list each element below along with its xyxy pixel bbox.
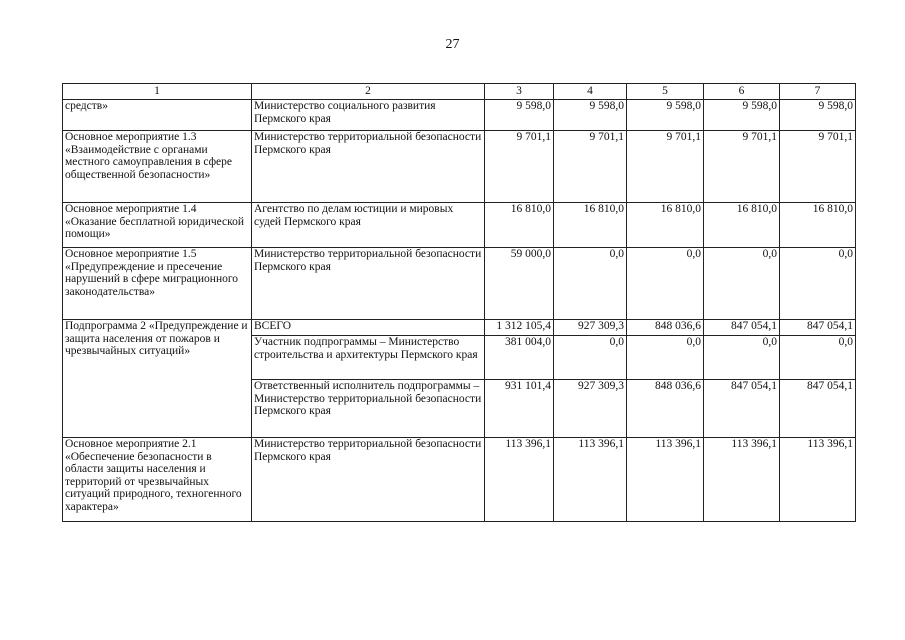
value-cell: 381 004,0 <box>485 336 554 380</box>
event-cell: Основное мероприятие 1.5 «Предупреждение и пресечение нарушений в сфере миграционного законодательства» <box>63 248 252 320</box>
column-header: 6 <box>704 84 780 100</box>
table-row <box>63 131 856 203</box>
value-cell: 16 810,0 <box>780 203 856 248</box>
value-cell: 113 396,1 <box>780 438 856 522</box>
event-cell: Основное мероприятие 1.3 «Взаимодействие с органами местного самоуправления в сфере общественной безопасности» <box>63 131 252 203</box>
value-cell: 0,0 <box>780 336 856 380</box>
value-cell: 113 396,1 <box>554 438 627 522</box>
column-header: 1 <box>63 84 252 100</box>
table-row <box>63 100 856 131</box>
value-cell: 0,0 <box>554 336 627 380</box>
agency-cell: Ответственный исполнитель подпрограммы – Министерство территориальной безопасности Пермского края <box>252 380 485 438</box>
agency-cell: Министерство территориальной безопасности Пермского края <box>252 438 485 522</box>
value-cell: 848 036,6 <box>627 320 704 336</box>
value-cell: 9 598,0 <box>704 100 780 131</box>
event-cell: Основное мероприятие 1.4 «Оказание бесплатной юридической помощи» <box>63 203 252 248</box>
value-cell: 16 810,0 <box>554 203 627 248</box>
value-cell: 113 396,1 <box>704 438 780 522</box>
column-header: 3 <box>485 84 554 100</box>
value-cell: 113 396,1 <box>485 438 554 522</box>
column-header: 7 <box>780 84 856 100</box>
value-cell: 113 396,1 <box>627 438 704 522</box>
value-cell: 9 701,1 <box>780 131 856 203</box>
value-cell: 927 309,3 <box>554 320 627 336</box>
value-cell: 847 054,1 <box>704 320 780 336</box>
table-row <box>63 438 856 522</box>
value-cell: 9 701,1 <box>554 131 627 203</box>
value-cell: 16 810,0 <box>485 203 554 248</box>
value-cell: 9 701,1 <box>485 131 554 203</box>
value-cell: 927 309,3 <box>554 380 627 438</box>
value-cell: 847 054,1 <box>780 320 856 336</box>
column-header: 5 <box>627 84 704 100</box>
agency-cell: Министерство территориальной безопасности Пермского края <box>252 248 485 320</box>
table-header-row <box>63 84 856 100</box>
value-cell: 0,0 <box>627 248 704 320</box>
value-cell: 16 810,0 <box>627 203 704 248</box>
value-cell: 0,0 <box>554 248 627 320</box>
value-cell: 9 701,1 <box>627 131 704 203</box>
value-cell: 16 810,0 <box>704 203 780 248</box>
value-cell: 847 054,1 <box>704 380 780 438</box>
column-header: 4 <box>554 84 627 100</box>
value-cell: 1 312 105,4 <box>485 320 554 336</box>
value-cell: 9 598,0 <box>554 100 627 131</box>
value-cell: 847 054,1 <box>780 380 856 438</box>
column-header: 2 <box>252 84 485 100</box>
value-cell: 848 036,6 <box>627 380 704 438</box>
value-cell: 59 000,0 <box>485 248 554 320</box>
value-cell: 9 598,0 <box>627 100 704 131</box>
agency-cell: Участник подпрограммы – Министерство строительства и архитектуры Пермского края <box>252 336 485 380</box>
value-cell: 0,0 <box>704 336 780 380</box>
value-cell: 0,0 <box>704 248 780 320</box>
value-cell: 0,0 <box>627 336 704 380</box>
event-cell: средств» <box>63 100 252 131</box>
value-cell: 9 598,0 <box>485 100 554 131</box>
agency-cell: Министерство территориальной безопасности Пермского края <box>252 131 485 203</box>
value-cell: 931 101,4 <box>485 380 554 438</box>
value-cell: 9 701,1 <box>704 131 780 203</box>
agency-cell: Агентство по делам юстиции и мировых судей Пермского края <box>252 203 485 248</box>
agency-cell: Министерство социального развития Пермского края <box>252 100 485 131</box>
event-cell: Основное мероприятие 2.1 «Обеспечение безопасности в области защиты населения и территорий от чрезвычайных ситуаций природного, техногенного характера» <box>63 438 252 522</box>
table-row <box>63 320 856 336</box>
budget-table <box>62 83 856 522</box>
agency-cell: ВСЕГО <box>252 320 485 336</box>
subprogram-cell: Подпрограмма 2 «Предупреждение и защита населения от пожаров и чрезвычайных ситуаций» <box>63 320 252 438</box>
table-row <box>63 248 856 320</box>
value-cell: 9 598,0 <box>780 100 856 131</box>
table-row <box>63 203 856 248</box>
page-number: 27 <box>445 37 460 52</box>
value-cell: 0,0 <box>780 248 856 320</box>
